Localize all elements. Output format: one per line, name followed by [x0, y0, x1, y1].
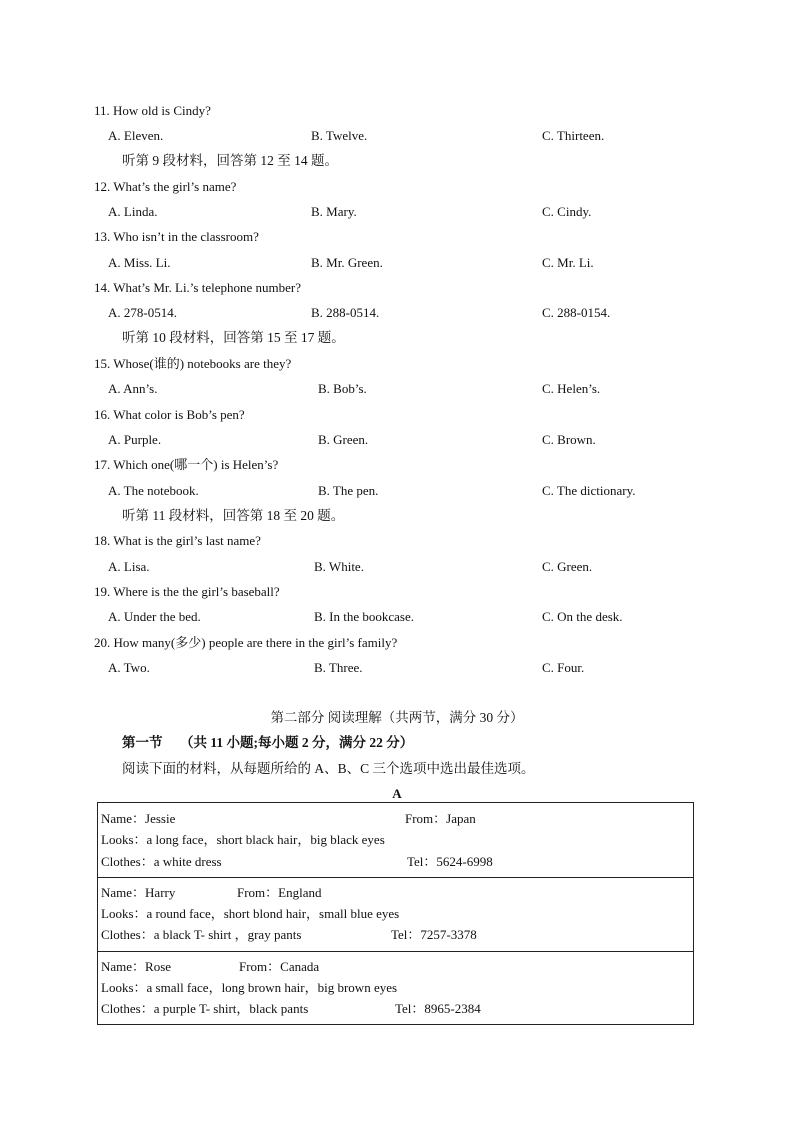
option-c: C. 288-0154.: [542, 305, 611, 320]
question-12: 12. What’s the girl’s name?: [94, 179, 237, 194]
question-15: 15. Whose(谁的) notebooks are they?: [94, 356, 292, 371]
option-c: C. Thirteen.: [542, 128, 605, 143]
row-divider: [98, 951, 693, 952]
option-b: B. Three.: [314, 660, 363, 675]
option-b: B. Mary.: [311, 204, 357, 219]
person-clothes: Clothes：a white dress: [101, 854, 222, 869]
option-b: B. 288-0514.: [311, 305, 380, 320]
person-from: From：England: [237, 885, 322, 900]
listening-instruction: 听第 10 段材料，回答第 15 至 17 题。: [122, 330, 345, 345]
option-c: C. Brown.: [542, 432, 596, 447]
listening-instruction: 听第 9 段材料，回答第 12 至 14 题。: [122, 153, 338, 168]
option-c: C. Cindy.: [542, 204, 592, 219]
section-label: 第一节: [122, 735, 163, 750]
reading-instruction: 阅读下面的材料，从每题所给的 A、B、C 三个选项中选出最佳选项。: [122, 761, 535, 776]
section-description: （共 11 小题;每小题 2 分，满分 22 分）: [180, 735, 414, 750]
option-a: A. Eleven.: [108, 128, 164, 143]
option-b: B. Bob’s.: [318, 381, 367, 396]
option-a: A. The notebook.: [108, 483, 199, 498]
person-name: Name：Harry: [101, 885, 176, 900]
question-11: 11. How old is Cindy?: [94, 103, 211, 118]
passage-label: A: [392, 786, 402, 801]
person-from: From：Canada: [239, 959, 320, 974]
person-looks: Looks：a round face，short blond hair，small blue eyes: [101, 906, 400, 921]
option-c: C. Mr. Li.: [542, 255, 594, 270]
person-clothes: Clothes：a black T- shirt ，gray pants: [101, 927, 302, 942]
person-tel: Tel：8965-2384: [395, 1001, 481, 1016]
option-c: C. Helen’s.: [542, 381, 601, 396]
question-14: 14. What’s Mr. Li.’s telephone number?: [94, 280, 301, 295]
option-a: A. Lisa.: [108, 559, 150, 574]
option-a: A. Under the bed.: [108, 609, 201, 624]
option-c: C. The dictionary.: [542, 483, 636, 498]
option-a: A. Linda.: [108, 204, 158, 219]
option-b: B. In the bookcase.: [314, 609, 415, 624]
question-16: 16. What color is Bob’s pen?: [94, 407, 245, 422]
question-18: 18. What is the girl’s last name?: [94, 533, 261, 548]
option-b: B. The pen.: [318, 483, 379, 498]
question-13: 13. Who isn’t in the classroom?: [94, 229, 259, 244]
option-a: A. Miss. Li.: [108, 255, 171, 270]
question-20: 20. How many(多少) people are there in the girl’s family?: [94, 635, 398, 650]
person-looks: Looks：a small face，long brown hair，big brown eyes: [101, 980, 398, 995]
option-b: B. White.: [314, 559, 364, 574]
question-17: 17. Which one(哪一个) is Helen’s?: [94, 457, 279, 472]
option-c: C. Green.: [542, 559, 593, 574]
option-c: C. Four.: [542, 660, 585, 675]
option-a: A. Purple.: [108, 432, 162, 447]
option-b: B. Twelve.: [311, 128, 368, 143]
person-name: Name：Jessie: [101, 811, 176, 826]
person-tel: Tel：7257-3378: [391, 927, 477, 942]
option-b: B. Green.: [318, 432, 369, 447]
option-b: B. Mr. Green.: [311, 255, 383, 270]
person-clothes: Clothes：a purple T- shirt，black pants: [101, 1001, 309, 1016]
person-tel: Tel：5624-6998: [407, 854, 493, 869]
part-two-title: 第二部分 阅读理解（共两节，满分 30 分）: [270, 710, 524, 725]
question-19: 19. Where is the the girl’s baseball?: [94, 584, 280, 599]
person-from: From：Japan: [405, 811, 476, 826]
person-looks: Looks：a long face，short black hair，big black eyes: [101, 832, 385, 847]
listening-instruction: 听第 11 段材料，回答第 18 至 20 题。: [122, 508, 345, 523]
option-a: A. 278-0514.: [108, 305, 177, 320]
row-divider: [98, 877, 693, 878]
option-a: A. Ann’s.: [108, 381, 158, 396]
option-c: C. On the desk.: [542, 609, 623, 624]
person-name: Name：Rose: [101, 959, 172, 974]
option-a: A. Two.: [108, 660, 150, 675]
passage-a-box: [97, 802, 694, 1025]
